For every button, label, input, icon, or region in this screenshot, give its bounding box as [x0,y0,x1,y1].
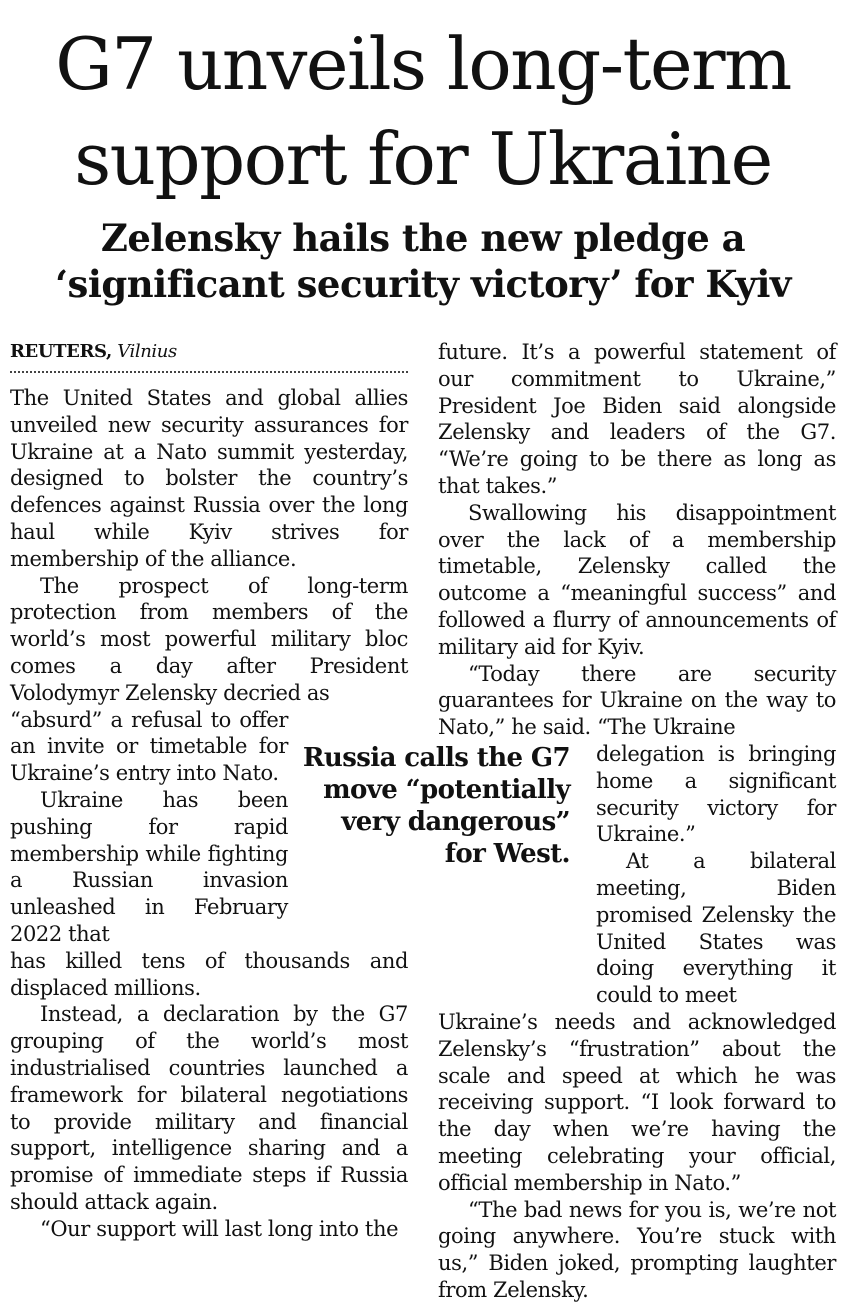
article-column-right [438,339,836,1304]
paragraph-continued: delegation is bringing home a significant security victory for Ukraine.” [596,741,836,847]
paragraph-continued: future. It’s a powerful statement of our commitment to Ukraine,” President Joe Biden said alongside Zelensky and leaders of the G7. “We’re going to be there as long as that takes.” [438,340,836,498]
paragraph: “The bad news for you is, we’re not going anywhere. You’re stuck with us,” Biden joked, prompting laughter from Zelensky. [438,1197,836,1302]
paragraph: The prospect of long-term protection from members of the world’s most powerful military bloc comes a day after President Volodymyr Zelensky decried as [10,573,408,705]
paragraph-continued: has killed tens of thousands and displaced millions. [10,948,408,1000]
paragraph: The United States and global allies unveiled new security assurances for Ukraine at a Nato summit yesterday, designed to bolster the country’s defences against Russia over the long haul while Kyiv strives for membership of the alliance. [10,386,408,571]
headline-line-1: G7 unveils long-term [55,22,791,106]
byline [10,339,408,365]
paragraph: Swallowing his disappointment over the lack of a membership timetable, Zelensky called the outcome a “meaningful success” and followed a flurry of announcements of military aid for Kyiv. [438,500,836,659]
byline-divider [10,371,408,373]
byline-agency: REUTERS, [10,341,112,362]
paragraph: Ukraine has been pushing for rapid membership while fighting a Russian invasion unleashed in February 2022 that [10,787,288,946]
paragraph-continued: “absurd” a refusal to offer an invite or timetable for Ukraine’s entry into Nato. [10,707,288,786]
paragraph: “Today there are security guarantees for Ukraine on the way to Nato,” he said. “The Ukraine [438,661,836,740]
pull-quote: Russia calls the G7 move “potentially very dangerous” for West. [302,743,570,869]
headline-line-2: support for Ukraine [74,117,772,201]
subheadline-line-1: Zelensky hails the new pledge a [100,216,746,260]
paragraph: “Our support will last long into the [40,1216,399,1241]
subheadline-line-2: ‘significant security victory’ for Kyiv [55,262,791,306]
paragraph-continued: Ukraine’s needs and acknowledged Zelensky’s “frustration” about the scale and speed at which he was receiving support. “I look forward to the day when we’re having the meeting celebrating your official, official membership in Nato.” [438,1009,836,1195]
paragraph: Instead, a declaration by the G7 grouping of the world’s most industrialised countries launched a framework for bilateral negotiations to provide military and financial support, intelligence sharing and a promise of immediate steps if Russia should attack again. [10,1002,408,1214]
byline-location: Vilnius [117,341,177,362]
paragraph: At a bilateral meeting, Biden promised Zelensky the United States was doing everything it could to meet [596,849,836,1008]
